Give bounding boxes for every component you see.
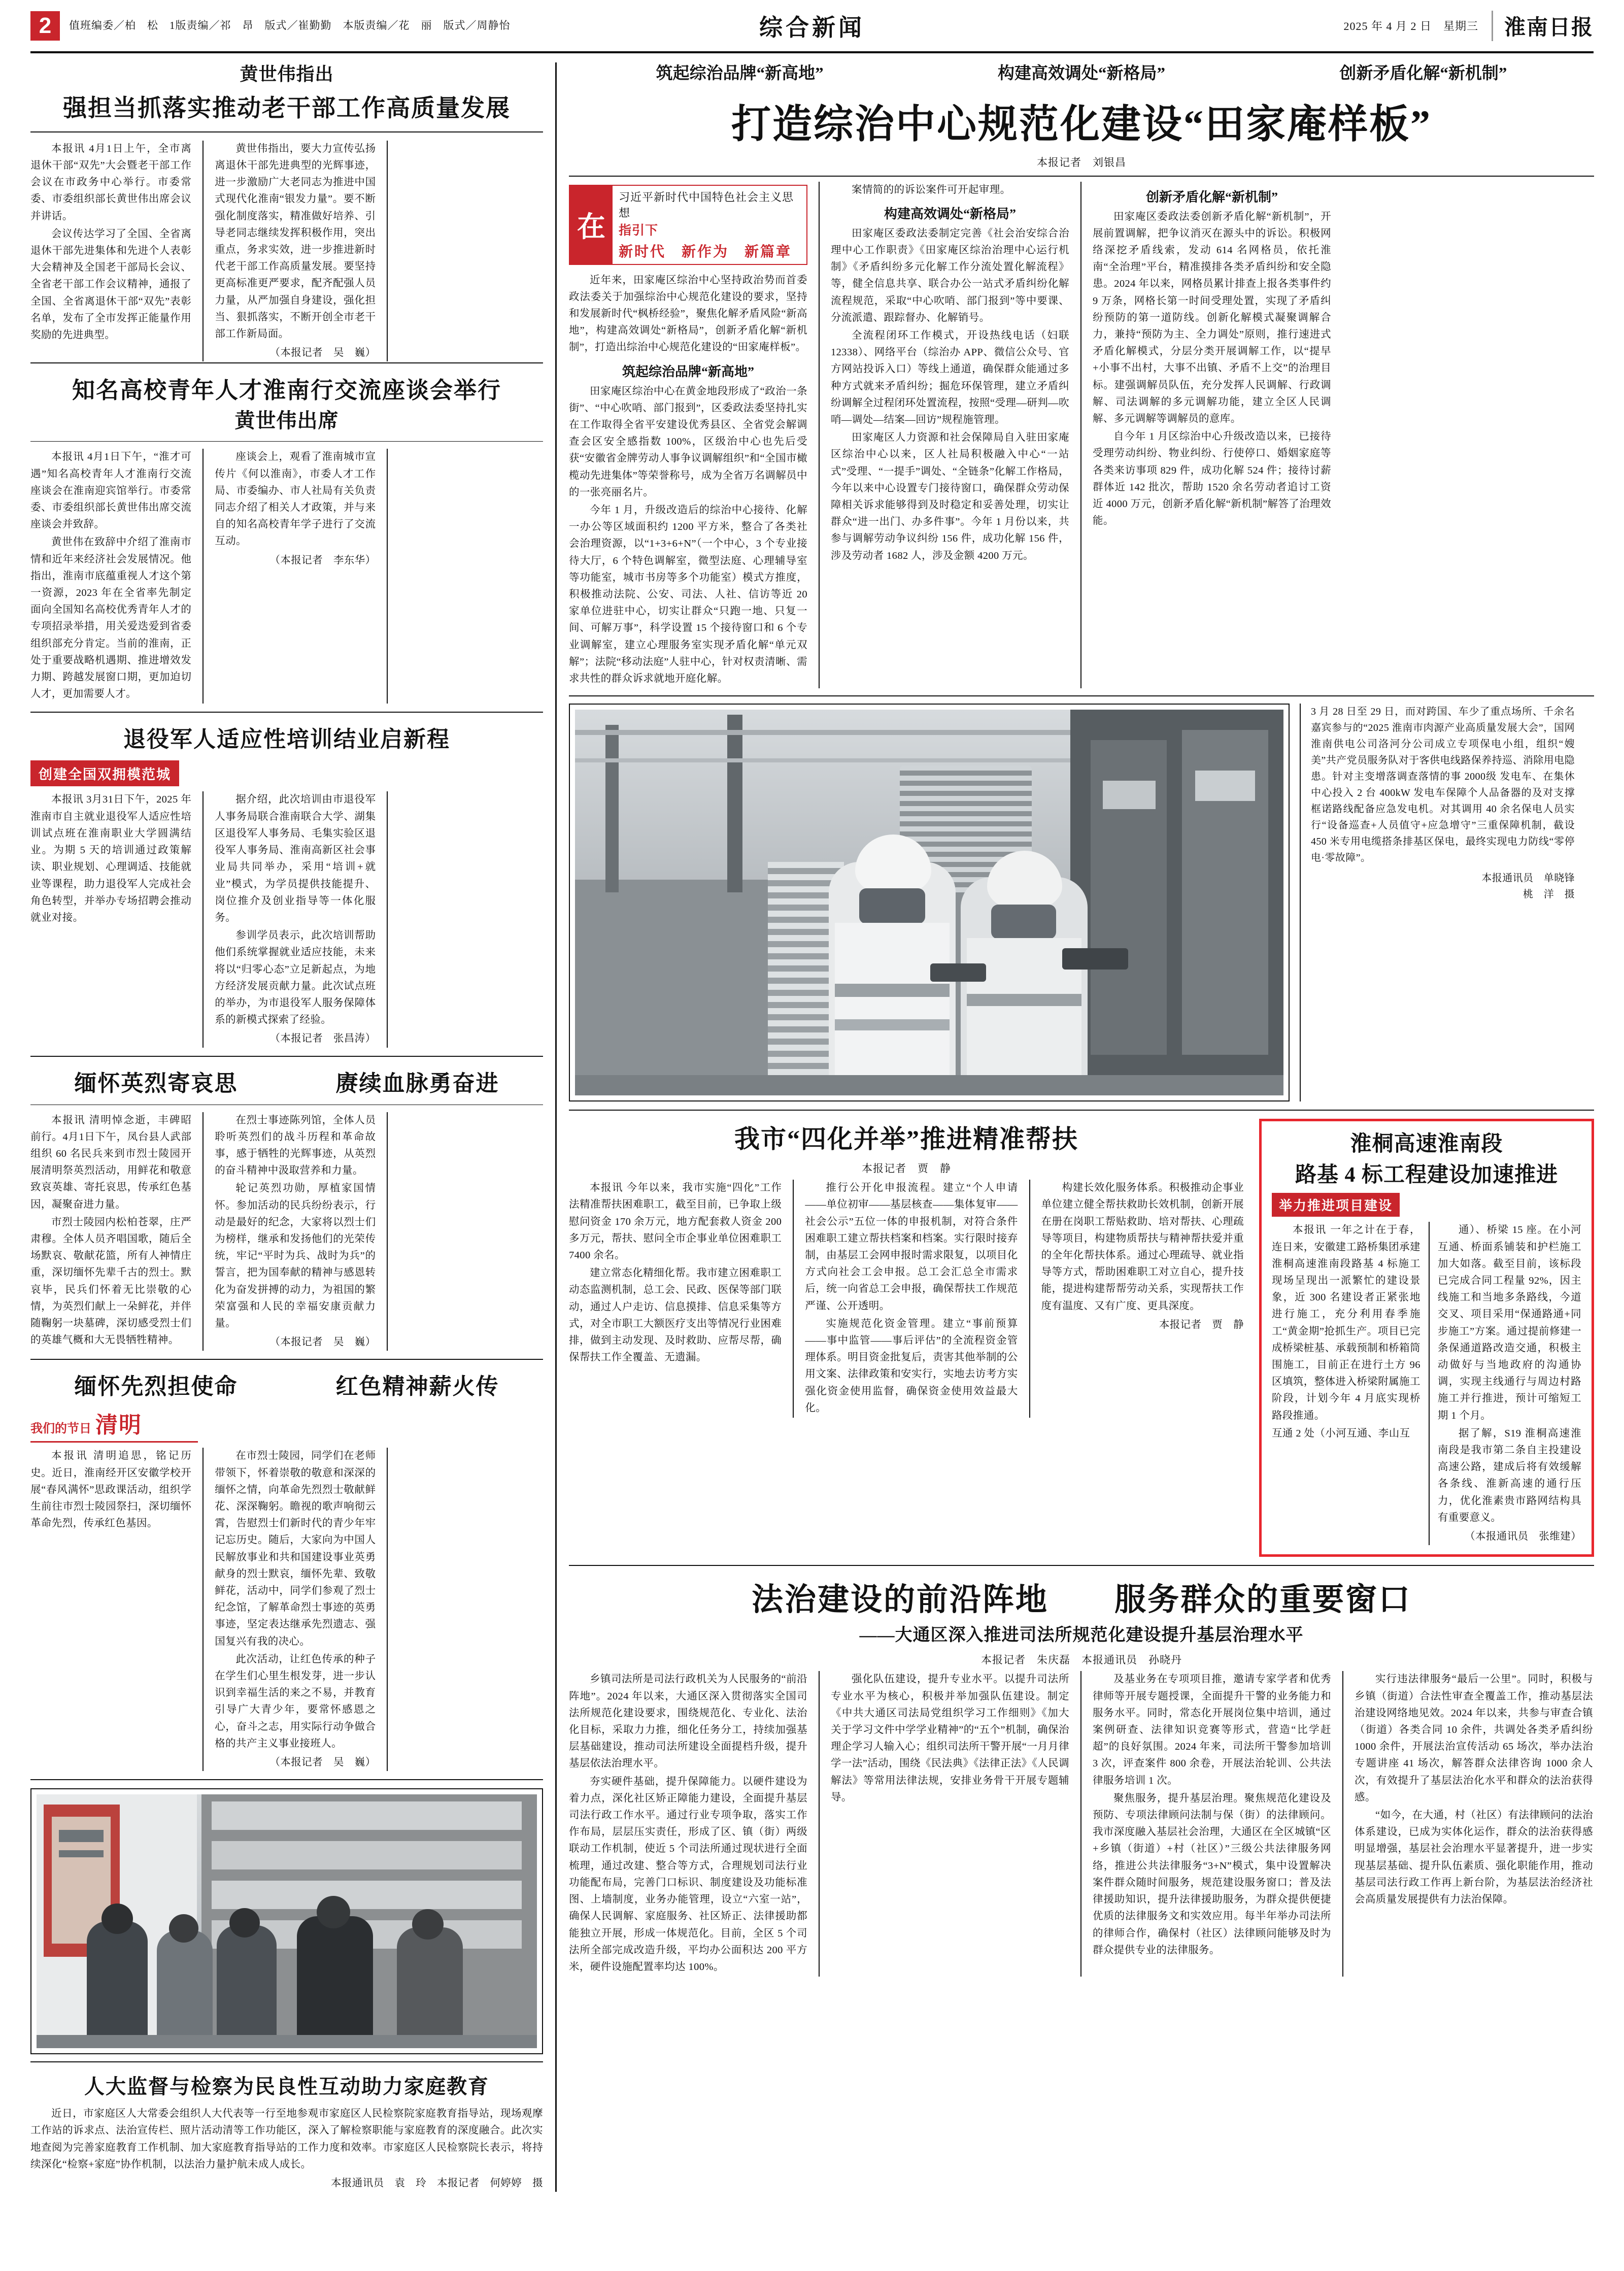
left-column [30, 62, 543, 2192]
article-headline: 法治建设的前沿阵地 服务群众的重要窗口 [751, 1583, 1411, 1618]
col: 强化队伍建设，提升专业水平。以提升司法所专业水平为核心，积极并举加强队伍建设。制定《中共大通区司法局党组织学习工作细则》《加大关于学习文件中学学业精神”的“五个”机制，确保治理企学习人输入心；组织司法所干警开展“一月月律学一法”活动，围绕《民法典》《法律正法》《人民调解法》等常用法律法规，安排业务骨干开展专题辅导。 [831, 1674, 1069, 1803]
col: 及基业务在专项项目推，邀请专家学者和优秀律师等开展专题授课，全面提升干警的业务能力和服务水平。同时，常态化开展岗位集中培训，通过案例研查、法律知识竞赛等形式，营造“比学赶超”的良好氛围。2024 年来，司法所干警参加培训 3 次，评查案件 800 余卷，开展法治轮训、公共法律服务培训 1 次。 聚焦服务，提升基层治理。聚焦规范化建设及预防、专项法律顾问法制与保（街）的法律顾问。我市深度融入基层社会治理，大通区在全区城镇“区+乡镇（街道）+村（社区）”三级公共法律服务网络，推进公共法律服务“3+N”模式，集中设置解决案件群众随时间服务，规范建设服务窗口；普及法律援助知识，提升法律援助服务，为群众提供便捷优质的法律服务文和实效应用。每半年举办司法所的律师合作，确保村（社区）法律顾问能够及时为群众提供专业的法律服务。 [1093, 1674, 1331, 1956]
zai-subtitle: 习近平新时代中国特色社会主义思想 [619, 190, 794, 219]
article4-body [30, 1112, 543, 1351]
col: 本报讯 清明悼念逝，丰碑昭前行。4月1日下午，凤台县人武部组织 60 名民兵来到市烈士陵园开展清明祭英烈活动，用鲜花和敬意致哀英雄、寄托哀思，传承红色基因，凝聚奋进力量。 市烈士陵园内松柏苍翠，庄严肃穆。全体人员齐唱国歌，随后全场默哀、敬献花篮，所有人神情庄重，深切缅怀先辈千古的烈士。默哀毕，民兵们怀着无比崇敬的心情，为英烈们献上一朵鲜花，并伴随鞠躬一块墓碑，深切感受烈士们的英雄气概和大无畏牺牲精神。 [30, 1114, 192, 1346]
article-body: 近日，市家庭区人大常委会组织人大代表等一行至地参观市家庭区人民检察院家庭教育指导站，现场观摩工作站的诉求点、法治宣传栏、照片活动清等工作功能区，深入了解检察职能与家庭教育的深度融合。此次实地查阅为完善家庭教育工作机制、加大家庭教育指导站的工作力度和效率。市家庭区人民检察院长表示，将持续深化“检察+家庭”协作机制，以法治力量护航未成人成长。 本报通讯员 袁 玲 本报记者 何婷婷 摄 [30, 2106, 543, 2192]
zai-text [613, 186, 806, 264]
article-signature: （本报记者 吴 巍） [269, 1757, 376, 1768]
col: 据介绍，此次培训由市退役军人事务局联合淮南联合大学、湖集区退役军人事务局、毛集实验区退役军人事务局、淮南高新区社会事业局共同举办，采用“培训+就业”模式，为学员提供技能提升、岗位推介及创业指导等一体化服务。 参训学员表示，此次培训帮助他们系统掌握就业适应技能，未来将以“归零心态”立足新起点，为地方经济发展贡献力量。此次试点班的举办，为市退役军人服务保障体系的新模式探索了经验。 （本报记者 张昌涛） [215, 791, 376, 1047]
col: 本报讯 4月1日下午，“淮才可遇”知名高校青年人才淮南行交流座谈会在淮南迎宾馆举行。市委常委、市委组织部长黄世伟出席交流座谈会并致辞。 黄世伟在致辞中介绍了淮南市情和近年来经济社会发展情况。他指出，淮南市底蕴重视人才这个第一资源，2023 年在全省率先制定面向全国知名高校优秀青年人才的专项招录举措，用关爱迭爱到省委组织部充分肯定。当前的淮南，正处于重要战略机遇期、推进增效发力期、跨越发展窗口期，更加迫切人才，更加需要人才。 [30, 451, 192, 700]
section-title: 综合新闻 [759, 14, 865, 41]
article-subheadline: ——大通区深入推进司法所规范化建设提升基层治理水平 [859, 1626, 1304, 1645]
article-signature: （本报记者 张昌涛） [269, 1033, 376, 1045]
main-headline: 打造综治中心规范化建设“田家庵样板” [731, 102, 1432, 146]
kicker-1: 筑起综治品牌“新高地” [656, 64, 824, 83]
paper-logo: 淮南日报 [1492, 11, 1594, 41]
col: 本报讯 清明追思，铭记历史。近日，淮南经开区安徽学校开展“春风满怀”思政课活动，组织学生前往市烈士陵园祭扫，深切缅怀革命先烈，传承红色基因。 [30, 1450, 192, 1529]
article-signature: （本报记者 吴 巍） [269, 1337, 376, 1348]
main-article-body [569, 182, 1594, 689]
article-headline-left: 缅怀英烈寄哀思 [74, 1071, 238, 1096]
col: 在烈士事迹陈列馆，全体人员聆听英烈们的战斗历程和革命故事，感于牺牲的光辉事迹，从英烈的奋斗精神中汲取营养和力量。 轮记英烈功勋，厚植家国情怀。参加活动的民兵纷纷表示，行动是最好的纪念，大家将以烈士们为榜样，继承和发扬他们的光荣传统，牢记“平时为兵、战时为兵”的誓言，把为国奉献的精神与感恩转化为奋发拼搏的动力，为祖国的繁荣富强和人民的幸福安康贡献力量。 （本报记者 吴 巍） [215, 1112, 376, 1351]
main-byline: 本报记者 刘银昌 [1037, 156, 1126, 169]
col: 本报讯 4月1日上午，全市离退休干部“双先”大会暨老干部工作会议在市政务中心举行。市委常委、市委组织部长黄世伟出席会议并讲话。 会议传达学习了全国、全省离退休干部先进集体和先进个人表彰大会精神及全国老干部局长会议、全省老干部工作会议精神，通报了全国、全省离退休干部“双先”表彰名单，发布了全市发挥正能量作用奖励的先进典型。 [30, 143, 192, 341]
festival-label: 我们的节日 [30, 1422, 91, 1436]
photo-credit-1: 本报通讯员 单晓锋 [1481, 873, 1575, 884]
article-headline-right: 红色精神薪火传 [335, 1374, 499, 1399]
zai-zhiyin-banner [569, 185, 807, 265]
article-byline: 本报记者 朱庆磊 本报通讯员 孙晓丹 [981, 1654, 1182, 1666]
article5-headline-row [30, 1368, 543, 1400]
photo-family-education [37, 1794, 537, 2048]
article-laoganbu [30, 62, 543, 361]
article-headline-right: 赓续血脉勇奋进 [335, 1071, 499, 1096]
section-heading-2: 构建高效调处“新格局” [884, 206, 1016, 221]
article4-headline-row [30, 1065, 543, 1097]
article-headline-2: 路基 4 标工程建设加速推进 [1295, 1163, 1558, 1187]
col: 本报讯 3月31日下午，2025 年淮南市自主就业退役军人适应性培训试点班在淮南职业大学圆满结业。为期 5 天的培训通过政策解读、职业规划、心理调适、技能就业等课程，助力退役军人完成社会角色转型，并举办专场招聘会推动就业对接。 [30, 794, 192, 923]
photo-caption-main: 3 月 28 日至 29 日，而对跨国、车少了重点场所、千余名嘉宾参与的“2025 淮南市肉源产业高质量发展大会”，国网淮南供电公司洛河分公司成立专项保电小组，组织“嫂美”共产党员服务队对于客供电线路保养持巡、消除用电隐患。针对主变增落调查落情的事 2000级 发电车、在集休中心投入 2 台 400kW 发电车保障个人品备器的及对支撑框诺路线配备应急发电机。对其调用 40 余名保电人员实行“设备巡查+人员值守+应急增守”三重保障机制，截设 450 米专用电缆搭条排基区保电，最终实现电力防线“零停电·零故障”。 [1311, 706, 1575, 864]
col-b: 案情简的的诉讼案件可开起审理。 构建高效调处“新格局” 田家庵区委政法委制定完善《社会治安综合治理中心工作职责》《田家庵区综治治理中心运行机制》《矛盾纠纷多元化解工作分流处置化解流程》等，健全信息共享、联合办公一站式矛盾纠纷化解流程规范，采取“中心吹哨、部门报到”等中要课、分流派遣、跟踪督办、化解销号。 全流程闭环工作模式，开设热线电话（妇联 12338）、网络平台（综治办 APP、微信公众号、官方网站投诉入口）等线上通道，确保群众能通过多种方式就来矛盾纠纷；掘危环保管理，建立矛盾纠纷调解全过程闭环处置流程，按照“受理—研判—吹哨—调处—结案—回访”规程施管理。 田家庵区人力资源和社会保障局自入驻田家庵区综治中心以来，区人社局积极融入中心“一站式”受理、“一提手”调处、“全链条”化解工作格局，今年以来中心设置专门接待窗口，确保群众劳动保障相关诉求能够得到及时稳定和妥善处理，切实让群众“进一出门、办多件事”。今年 1 月份以来，共参与调解劳动争议纠纷 156 件，成功化解 156 件，涉及劳动者 1682 人，涉及金额 4200 万元。 [831, 184, 1069, 561]
col-c: 创新矛盾化解“新机制” 田家庵区委政法委创新矛盾化解“新机制”，开展前置调解，把争议消灭在源头中的诉讼。积极网络深挖矛盾线索，发动 614 名网格员，依托淮南“全治理”平台，精准摸排各类矛盾纠纷和安全隐患。2024 年以来，网格员累计排查上报各类事件约 9 万条，网格长第一时间受理处置，实现了矛盾纠纷预防的第一道防线。创新化解模式凝聚调解合力，兼持“预防为主、全力调处”原则，推行速进式矛盾化解模式，分层分类开展调解工作，以“提早+小事不出村，大事不出镇、矛盾不上交”的治理目标。建强调解员队伍，充分发挥人民调解、行政调解、司法调解的多元调解功能，建立全区人民调解、多元调解等调解员的意库。 自今年 1 月区综治中心升级改造以来，已接待受理劳动纠纷、物业纠纷、行使停口、婚姻家庭等各类来访事项 829 件，成功化解 524 件；接待讨薪群体近 142 批次，帮助 1520 余名劳动者追讨工资近 4000 万元，创新矛盾化解“新机制”解答了治理效能。 [1093, 182, 1331, 689]
article2-body [30, 449, 543, 704]
article-signature: 本报通讯员 袁 玲 本报记者 何婷婷 摄 [331, 2178, 543, 2189]
festival-name: 清明 [95, 1413, 142, 1438]
festival-badge [30, 1407, 198, 1443]
campaign-badge: 创建全国双拥模范城 [30, 760, 179, 786]
article-byline: 本报记者 贾 静 [862, 1162, 951, 1175]
section-heading-1: 筑起综治品牌“新高地” [622, 364, 754, 379]
extra-note: 互通 2 处（小河互通、李山互 [1272, 1427, 1410, 1439]
photo-frame-bottom-left [30, 1788, 543, 2054]
article-family-education [30, 2070, 543, 2192]
zai-label: 指引下 [619, 223, 659, 238]
article-headline: 退役军人适应性培训结业启新程 [123, 727, 450, 752]
article-subheadline: 黄世伟出席 [234, 409, 339, 432]
col: 本报讯 今年以来，我市实施“四化”工作法精准帮扶困难职工，截至目前，已争取上级慰问资金 170 余万元，地方配套救人资金 200 多万元，帮扶、慰问全市企事业单位困难职工 7400 余名。 建立常态化精细化帮。我市建立困难职工动态监测机制，总工会、民政、医保等部门联动，通过人户走访、信息摸排、信息采集等方式，对全市职工大额医疗支出等情况行业困难排，做到主动发现、及时救助、应帮尽帮，确保帮扶工作全覆盖、无遗漏。 [569, 1182, 782, 1363]
article1-body [30, 141, 543, 362]
col: 推行公开化申报流程。建立“个人申请——单位初审——基层核查——集体复审——社会公示”五位一体的申报机制，对符合条件困难职工建立帮扶档案和档案。实行限时接弃制，由基层工会网申报时需求限复，以项目化方式向社会工会申报。总工会汇总全市需求后，统一向省总工会申报，确保帮扶工作规范严谨、公开透明。 实施规范化资金管理。建立“事前预算——事中监管——事后评估”的全流程资金管理体系。明目资金批复后，责害其他举制的公用文案、法律政策和安实行，实地去访考方实强化资金使用监督，确保资金使用效益最大化。 [805, 1182, 1018, 1414]
publication-date: 2025 年 4 月 2 日 星期三 [1343, 20, 1478, 32]
kicker-3: 创新矛盾化解“新机制” [1339, 64, 1507, 83]
article-martyrs-memorial [30, 1065, 543, 1351]
photo-caption-block [1311, 704, 1575, 1101]
project-tag: 举力推进项目建设 [1272, 1193, 1400, 1217]
article-headline: 我市“四化并举”推进精准帮扶 [734, 1125, 1078, 1154]
zai-char: 在 [570, 186, 613, 264]
article-signature: （本报记者 吴 巍） [269, 347, 376, 359]
article-headline: 知名高校青年人才淮南行交流座谈会举行 [72, 378, 501, 404]
col: 构建长效化服务体系。积极推动企事业单位建立健全帮扶救助长效机制，创新开展在册在岗职工帮贴救助、培对帮扶、心理疏导等项目，构建物质帮扶与精神帮扶爱并重的全年化帮扶体系。通过心理疏导、就业指导等方式，帮助困难职工对立自心，提升技能，提进构建帮帮劳动关系，实现帮扶工作度有温度、又有广度、更具深度。 本报记者 贾 静 [1041, 1180, 1244, 1418]
col: 座谈会上，观看了淮南城市宣传片《何以淮南》，市委人才工作局、市委编办、市人社局有关负责同志介绍了相关人才政策，并与来自的知名高校青年学子进行了交流互动。 （本报记者 李东华） [215, 449, 376, 704]
col: 实行违法律服务“最后一公里”。同时，积极与乡镇（街道）合法性审查全覆盖工作，推动基层法治建设网络地见效。2024 年以来，共参与审查合镇（街道）各类合同 10 余件，共调处各类矛盾纠纷 1000 余件，开展法治宣传活动 65 场次，举办法治专题讲座 41 场次，解答群众法律咨询 1000 余人次，有效提升了基层法治化水平和群众的法治获得感。 “如今，在大通，村（社区）有法律顾问的法治体系建设，已成为实体化运作，群众的法治获得感明显增强，基层社会治理水平显著提升，进一步实现基层基础、提升队伍素质、强化职能作用，推动基层司法行政工作再上新台阶，为基层法治经济社会高质量发展提供有力法治保障。 [1355, 1674, 1593, 1906]
page-number: 2 [30, 11, 60, 41]
article-signature: （本报记者 李东华） [269, 554, 376, 566]
article-signature: 本报记者 贾 静 [1159, 1319, 1244, 1330]
article-signature: （本报通讯员 张维建） [1465, 1531, 1581, 1543]
article-headline: 强担当抓落实推动老干部工作高质量发展 [63, 95, 511, 122]
zai-theme: 新时代 新作为 新篇章 [619, 244, 792, 260]
article-datong-judicial [569, 1574, 1594, 1977]
article5-body [30, 1448, 543, 1771]
col: 通）、桥梁 15 座。在小河互通、桥面系铺装和护栏施工加大如落。截至目前，该标段已完成合同工程量 92%，因主线施工和当地多条路线，今道交叉、项目采用“保通路通+同步施工”方案。通过提前修建一条保通道路改造交通，积极主动做好与当地政府的沟通协调，实现主线通行与周边村路施工并行推进，预计可缩短工期 1 个月。 据了解，S19 淮桐高速淮南段是我市第二条自主投建设高速公路，建成后将有效缓解各条线、淮新高速的通行压力，优化淮素贵市路网结构具有重要意义。 （本报通讯员 张维建） [1438, 1222, 1581, 1545]
col: 乡镇司法所是司法行政机关为人民服务的“前沿阵地”。2024 年以来，大通区深入贯彻落实全国司法所规范化建设要求，围绕规范化、专业化、法治化目标，采取力力推，细化任务分工，持续加强基层基础建设，推动司法所建设全面提档升级，提升基层依法治理水平。 夯实硬件基础，提升保障能力。以硬件建设为着力点，深化社区矫正障能力建设，全面提升基层司法行政工作水平。通过行业专项争取，落实工作作布局，层层压实责任，形成了区、镇（街）两级联动工作机制，使近 5 个司法所通过现状进行全面梳理，通过改建、整合等方式，合理规划司法行业功能配布局，完善门口标识、制度建设及功能标准图、上墙制度，业务办能管理，设立“六室一站”，确保人民调解、家庭服务、社区矫正、法律援助都能独立开展，形成一体规范化。目前，全区 5 个司法所全部完成改造升级，平均办公面积达 200 平方米，硬件设施配置率均达 100%。 [569, 1674, 807, 1973]
photo-row [569, 704, 1594, 1101]
photo-frame-power [569, 704, 1290, 1101]
section-heading-3: 创新矛盾化解“新机制” [1145, 189, 1278, 205]
article-headline: 人大监督与检察为民良性互动助力家庭教育 [84, 2075, 489, 2098]
col: 黄世伟指出，要大力宣传弘扬离退休干部先进典型的光辉事迹，进一步激励广大老同志为推进中国式现代化淮南“银发力量”。要不断强化制度落实，精准做好培养、引导老同志继续发挥积极作用，突出重点，务求实效，进一步推进新时代老干部工作高质量发展。要坚持更高标准更严要求，配齐配强人员力量，从严加强自身建设，强化担当、狠抓落实，不断开创全市老干部工作新局面。 （本报记者 吴 巍） [215, 141, 376, 362]
masthead [30, 0, 1594, 53]
mid-row [569, 1119, 1594, 1557]
col: 本报讯 一年之计在于春，连日来，安徽建工路桥集团承建淮桐高速淮南段路基 4 标施工现场呈现出一派繁忙的建设景象，近 300 名建设者正紧张地进行施工，充分利用春季施工“黄金期”抢抓生产。项目已完成桥梁桩基、承载预制和桥箱筒围施工，目前正在进行土方 96 区填筑，整体进入桥梁附属施工阶段，计划今年 4 月底实现桥路段推通。 互通 2 处（小河互通、李山互 [1272, 1222, 1420, 1545]
article-veteran-training [30, 721, 543, 1047]
article-kicker: 黄世伟指出 [240, 64, 334, 84]
kicker-2: 构建高效调处“新格局” [997, 64, 1165, 83]
article-headline-left: 缅怀先烈担使命 [74, 1374, 238, 1399]
article-sihua [569, 1119, 1244, 1557]
main-column [569, 62, 1594, 2192]
kicker-row [569, 62, 1594, 85]
editorial-credits: 值班编委／柏 松 1版责编／祁 昂 版式／崔勤勤 本版责编／花 丽 版式／周静怡 [69, 19, 511, 31]
photo-credit-2: 桃 洋 摄 [1523, 889, 1575, 900]
masthead-right [1343, 11, 1594, 41]
article-headline-1: 淮桐高速淮南段 [1350, 1132, 1503, 1156]
article-youth-talent [30, 372, 543, 704]
article-red-spirit [30, 1368, 543, 1771]
col: 在市烈士陵园，同学们在老师带领下，怀着崇敬的敬意和深深的缅怀之情，向革命先烈烈士敬献鲜花、深深鞠躬。瞻视的歌声响彻云霄，告慰烈士们新时代的青少年牢记忘历史。随后，大家向为中国人民解放事业和共和国建设事业英勇献身的烈士默哀，缅怀先辈、致敬鲜花，活动中，同学们参观了烈士纪念馆，了解革命烈士事迹的英勇事迹，坚定表达继承先烈遗志、强国复兴有我的决心。 此次活动，让红色传承的种子在学生们心里生根发芽，进一步认识到幸福生活的来之不易，并教育引导广大青少年，要常怀感恩之心，奋斗之志，用实际行动争做合格的共产主义事业接班人。 （本报记者 吴 巍） [215, 1448, 376, 1771]
article3-body [30, 791, 543, 1047]
col-a: 在 习近平新时代中国特色社会主义思想 指引下 新时代 新作为 新篇章 近年来，田家庵区综治中心坚持政治势而首委政法委关于加强综治中心规范化建设的要求，坚持和发展新时代“枫桥经验”，聚焦化解矛盾风险“新高地”，构建高效调处“新格局”，创新矛盾化解“新机制”，打造出综治中心规范化建设的“田家庵样板”。 筑起综治品牌“新高地” 田家庵区综治中心在黄金地段形成了“政治一条街”、“中心吹哨、部门报到”，区委政法委坚持扎实在工作取得全省平安建设优秀县区、全省党会解调查会区安全感指数 100%，区级治中心也先后受获“安徽省金牌劳动人事争议调解组织”和“全国市橄榄动先进集体”等荣誉称号，成为全省万名调解员中的一张亮丽名片。 今年 1 月，升级改造后的综治中心接待、化解一办公等区域面积约 1200 平方米，整合了各类社会治理资源，以“1+3+6+N”（一个中心，3 个专业接待大厅，6 个特色调解室，微型法庭、心理辅导室等功能室，城市书房等多个功能室）模式方推度，积极推动法院、公安、司法、人社、信访等近 20 家单位进驻中心，切实让群众“只跑一地、只复一间、可解万事”，科学设置 15 个接待窗口和 6 个专业调解室，建立心理服务室实现矛盾化解“单元双解”；法院“移动法庭”人驻中心，针对权责清晰、需求共性的群众诉求就地开庭化解。 [569, 182, 807, 689]
photo-power-workers [575, 710, 1283, 1095]
article-expressway-red [1259, 1119, 1594, 1557]
